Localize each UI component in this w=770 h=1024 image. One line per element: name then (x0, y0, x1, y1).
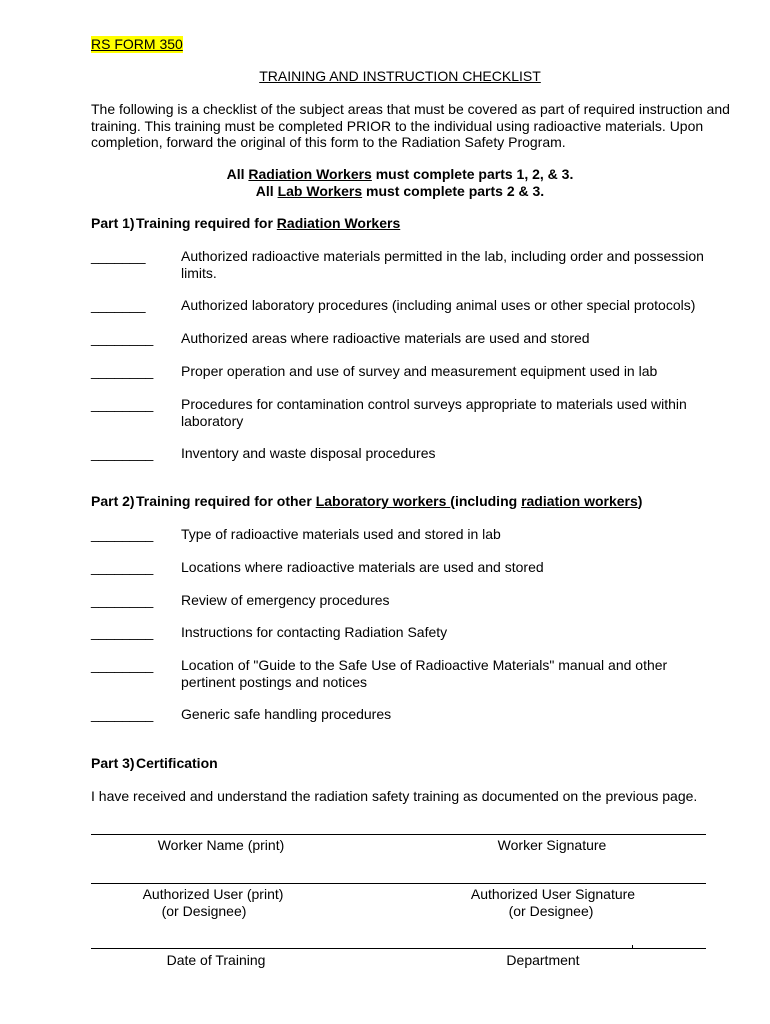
authorized-signature-label: Authorized User Signature (470, 886, 636, 902)
part2-item-5: Location of "Guide to the Safe Use of Radioactive Materials" manual and other pertinent postings and notices (181, 657, 668, 690)
part2-checkbox-line-4[interactable]: ________ (91, 624, 154, 640)
part1-checkbox-line-2[interactable]: _______ (91, 297, 146, 313)
part1-checkbox-line-4[interactable]: ________ (91, 363, 154, 379)
page-title: TRAINING AND INSTRUCTION CHECKLIST (259, 68, 541, 84)
part2-item-6: Generic safe handling procedures (181, 706, 392, 722)
requirement-radiation-workers: All Radiation Workers must complete parts 1, 2, & 3. (226, 166, 574, 182)
part2-item-1: Type of radioactive materials used and stored in lab (181, 526, 501, 542)
form-number: RS FORM 350 (91, 36, 183, 52)
worker-signature-line[interactable] (91, 834, 706, 835)
part2-checkbox-line-2[interactable]: ________ (91, 559, 154, 575)
part1-checkbox-line-6[interactable]: ________ (91, 445, 154, 461)
intro-paragraph: The following is a checklist of the subject areas that must be covered as part of required instruction and training. This training must be completed PRIOR to the individual using radioactive materials. Upon completion, forward the original of this form to the Radiation Safety Program. (91, 101, 730, 150)
part2-checkbox-line-3[interactable]: ________ (91, 592, 154, 608)
part2-item-3: Review of emergency procedures (181, 592, 390, 608)
requirement-lab-workers: All Lab Workers must complete parts 2 & 3. (255, 183, 545, 199)
part1-item-5: Procedures for contamination control surveys appropriate to materials used within laboratory (181, 396, 687, 429)
authorized-user-designee-label: (or Designee) (161, 903, 247, 919)
authorized-user-signature-line[interactable] (91, 883, 706, 884)
part2-checkbox-line-5[interactable]: ________ (91, 657, 154, 673)
department-label: Department (506, 952, 580, 968)
part1-item-1: Authorized radioactive materials permitted in the lab, including order and possession limits. (181, 248, 704, 281)
part2-item-4: Instructions for contacting Radiation Safety (181, 624, 448, 640)
date-of-training-label: Date of Training (166, 952, 266, 968)
part1-heading: Part 1)Training required for Radiation Workers (91, 215, 401, 231)
worker-signature-label: Worker Signature (497, 837, 607, 853)
authorized-user-label: Authorized User (print) (142, 886, 284, 902)
part1-item-6: Inventory and waste disposal procedures (181, 445, 436, 461)
part1-checkbox-line-1[interactable]: _______ (91, 248, 146, 264)
part1-checkbox-line-5[interactable]: ________ (91, 396, 154, 412)
worker-name-label: Worker Name (print) (157, 837, 285, 853)
part1-item-2: Authorized laboratory procedures (including animal uses or other special protocols) (181, 297, 696, 313)
part2-checkbox-line-1[interactable]: ________ (91, 526, 154, 542)
certification-statement: I have received and understand the radiation safety training as documented on the previous page. (91, 788, 698, 804)
part1-checkbox-line-3[interactable]: ________ (91, 330, 154, 346)
part2-heading: Part 2)Training required for other Laboratory workers (including radiation workers) (91, 493, 643, 509)
part3-heading: Part 3)Certification (91, 755, 218, 771)
part1-item-4: Proper operation and use of survey and measurement equipment used in lab (181, 363, 658, 379)
training-date-department-line[interactable] (91, 948, 706, 949)
line-divider-tick (632, 945, 633, 949)
part2-item-2: Locations where radioactive materials are used and stored (181, 559, 544, 575)
part1-item-3: Authorized areas where radioactive materials are used and stored (181, 330, 590, 346)
part2-checkbox-line-6[interactable]: ________ (91, 706, 154, 722)
authorized-signature-designee-label: (or Designee) (508, 903, 594, 919)
